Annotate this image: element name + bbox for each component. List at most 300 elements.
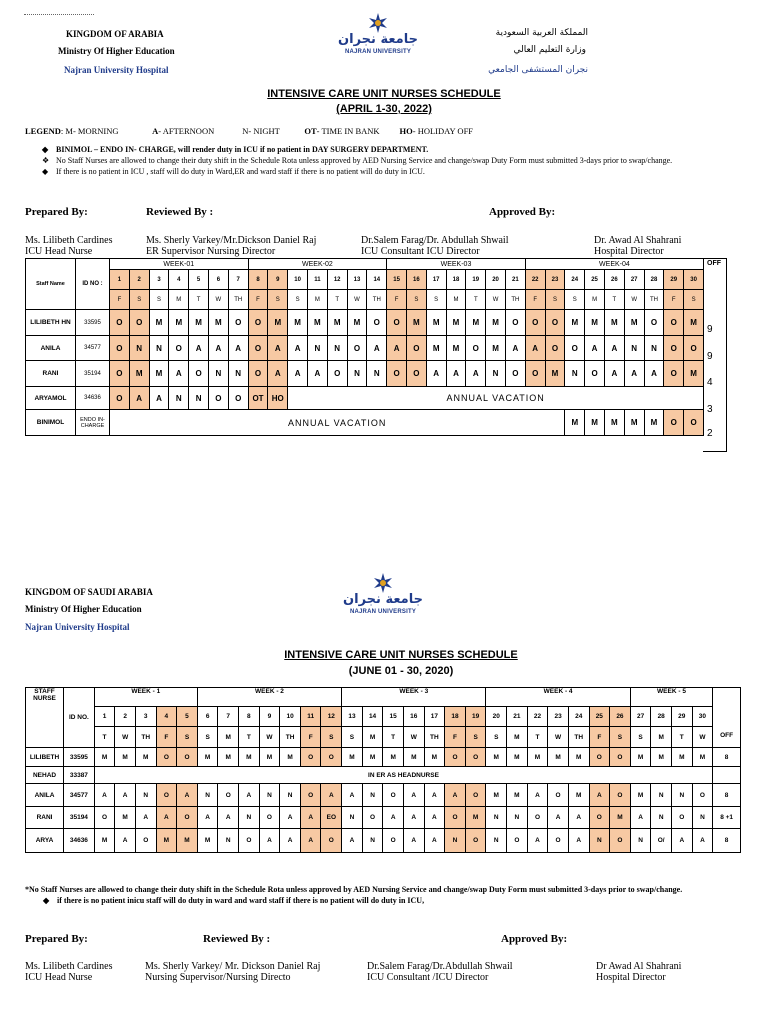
shift-cell: O — [505, 361, 525, 387]
bottom-note-2: ◆ if there is no patient inicu staff will do duty in ward and ward staff if there is no patient will do duty in ICU, — [43, 896, 425, 905]
staff-name: NEHAD — [26, 767, 64, 784]
shift-cell: A — [300, 807, 321, 829]
shift-cell: O — [684, 410, 704, 436]
shift-cell: O — [387, 310, 407, 336]
shift-cell: O — [383, 784, 404, 807]
shift-cell: M — [197, 748, 218, 767]
bottom-title: INTENSIVE CARE UNIT NURSES SCHEDULE — [284, 649, 518, 661]
shift-cell: O — [129, 310, 149, 336]
top-note-2: ❖ No Staff Nurses are allowed to change their duty shift in the Schedule Rota unless approved by AED Nursing Service and change/swap Duty Form must submitted 3-days prior to swap/change. — [42, 156, 673, 165]
shift-cell: M — [507, 784, 528, 807]
shift-cell: O — [585, 361, 605, 387]
top-title: INTENSIVE CARE UNIT NURSES SCHEDULE — [267, 88, 501, 100]
shift-cell: N — [486, 829, 507, 853]
shift-cell: A — [403, 829, 424, 853]
off-value: 3 — [707, 404, 713, 415]
shift-cell: A — [630, 807, 651, 829]
shift-cell: A — [548, 807, 569, 829]
shift-cell: O — [610, 829, 631, 853]
bottom-university-logo — [343, 572, 423, 620]
shift-cell: A — [280, 829, 301, 853]
staff-id: 34636 — [76, 387, 110, 410]
shift-cell: A — [268, 361, 288, 387]
shift-cell: A — [671, 829, 692, 853]
shift-cell: A — [259, 829, 280, 853]
shift-cell: N — [362, 784, 383, 807]
shift-cell: M — [604, 310, 624, 336]
date-cell: 5 — [189, 270, 209, 290]
date-cell: 27 — [624, 270, 644, 290]
shift-cell: M — [94, 829, 115, 853]
shift-cell: A — [505, 336, 525, 361]
off-header: OFF — [713, 688, 741, 748]
day-cell: W — [548, 727, 569, 748]
shift-cell: M — [548, 748, 569, 767]
day-cell: S — [288, 290, 308, 310]
shift-cell: M — [624, 310, 644, 336]
shift-cell: M — [466, 310, 486, 336]
shift-cell: A — [149, 387, 169, 410]
shift-cell: O — [110, 310, 130, 336]
date-cell: 26 — [610, 707, 631, 727]
off-value: 8 +1 — [713, 807, 741, 829]
shift-cell: O — [664, 410, 684, 436]
vacation-note: ANNUAL VACATION — [288, 387, 704, 410]
day-cell: S — [486, 727, 507, 748]
shift-cell: M — [149, 361, 169, 387]
shift-cell: M — [604, 410, 624, 436]
day-cell: T — [94, 727, 115, 748]
table-row — [26, 748, 741, 767]
shift-cell: N — [692, 807, 713, 829]
legend-night: N- NIGHT — [242, 126, 280, 136]
shift-cell: N — [589, 829, 610, 853]
shift-cell: A — [129, 387, 149, 410]
shift-cell: M — [129, 361, 149, 387]
date-cell: 25 — [585, 270, 605, 290]
day-cell: TH — [228, 290, 248, 310]
bottom-header-hospital: Najran University Hospital — [25, 622, 130, 632]
date-cell: 9 — [268, 270, 288, 290]
day-cell: F — [387, 290, 407, 310]
date-cell: 20 — [486, 707, 507, 727]
day-cell: S — [197, 727, 218, 748]
top-header-kingdom: KINGDOM OF ARABIA — [66, 29, 164, 39]
shift-cell: A — [424, 784, 445, 807]
week-header: WEEK-03 — [387, 259, 526, 270]
shift-cell: N — [486, 361, 506, 387]
shift-cell: A — [585, 336, 605, 361]
shift-cell: O — [548, 784, 569, 807]
staff-id: 35194 — [76, 361, 110, 387]
top-header-ministry: Ministry Of Higher Education — [58, 46, 175, 56]
shift-cell: M — [115, 807, 136, 829]
shift-cell: N — [280, 784, 301, 807]
top-approved-by: Approved By: — [489, 206, 556, 218]
shift-cell: O — [300, 748, 321, 767]
shift-cell: M — [545, 361, 565, 387]
date-cell: 15 — [383, 707, 404, 727]
shift-cell: M — [268, 310, 288, 336]
day-cell: T — [327, 290, 347, 310]
date-cell: 29 — [664, 270, 684, 290]
bottom-sig-hospital-director: Dr Awad Al Shahrani Hospital Director — [596, 961, 682, 983]
day-cell: F — [300, 727, 321, 748]
day-cell: TH — [644, 290, 664, 310]
logo-star-icon — [338, 12, 418, 34]
day-cell: W — [486, 290, 506, 310]
shift-cell: M — [565, 310, 585, 336]
shift-cell: M — [362, 748, 383, 767]
table-row — [26, 767, 741, 784]
shift-cell: O — [169, 336, 189, 361]
day-cell: T — [466, 290, 486, 310]
shift-cell: M — [651, 748, 672, 767]
top-note-1: ◆ BINIMOL – ENDO IN- CHARGE, will render duty in ICU if no patient in DAY SURGERY DEPARTMENT. — [42, 145, 429, 154]
shift-cell: M — [446, 336, 466, 361]
top-subtitle: (APRIL 1-30, 2022) — [336, 103, 432, 115]
shift-cell: O — [610, 784, 631, 807]
off-column-border — [703, 258, 727, 452]
staff-name: ANILA — [26, 336, 76, 361]
shift-cell: N — [486, 807, 507, 829]
staff-name: BINIMOL — [26, 410, 76, 436]
staff-name: RANI — [26, 807, 64, 829]
table-row — [26, 784, 741, 807]
shift-cell: M — [486, 336, 506, 361]
shift-cell: N — [342, 807, 363, 829]
week-header: WEEK - 4 — [486, 688, 630, 707]
date-cell: 28 — [651, 707, 672, 727]
shift-cell: O — [545, 310, 565, 336]
date-cell: 10 — [288, 270, 308, 290]
shift-cell: M — [208, 310, 228, 336]
top-note-3: ◆ If there is no patient in ICU , staff will do duty in Ward,ER and ward staff if there is no patient will do duty in ICU. — [42, 167, 425, 176]
shift-cell: M — [342, 748, 363, 767]
shift-cell: N — [327, 336, 347, 361]
shift-cell: O — [664, 336, 684, 361]
shift-cell: M — [403, 748, 424, 767]
shift-cell: A — [527, 829, 548, 853]
staff-id: ENDO IN- CHARGE — [76, 410, 110, 436]
shift-cell: N — [197, 784, 218, 807]
shift-cell: O — [589, 748, 610, 767]
shift-cell: M — [486, 310, 506, 336]
shift-cell: O — [664, 361, 684, 387]
date-cell: 19 — [465, 707, 486, 727]
shift-cell: A — [280, 807, 301, 829]
shift-cell: A — [94, 784, 115, 807]
day-cell: M — [507, 727, 528, 748]
shift-cell: A — [424, 829, 445, 853]
shift-cell: O — [248, 336, 268, 361]
shift-cell: M — [406, 310, 426, 336]
day-cell: F — [589, 727, 610, 748]
shift-cell: A — [445, 784, 466, 807]
shift-cell: N — [347, 361, 367, 387]
shift-cell: M — [197, 829, 218, 853]
shift-cell: A — [321, 784, 342, 807]
legend-time-in-bank: OT- TIME IN BANK — [304, 126, 380, 136]
day-cell: T — [239, 727, 260, 748]
shift-cell: M — [280, 748, 301, 767]
shift-cell: O — [406, 361, 426, 387]
shift-cell: N — [239, 807, 260, 829]
shift-cell: A — [115, 784, 136, 807]
shift-cell: N — [507, 807, 528, 829]
legend-holiday-off: HO- HOLIDAY OFF — [399, 126, 474, 136]
week-header: WEEK - 5 — [630, 688, 712, 707]
date-cell: 8 — [239, 707, 260, 727]
shift-cell: O — [445, 807, 466, 829]
date-cell: 4 — [169, 270, 189, 290]
shift-cell: O — [347, 336, 367, 361]
day-cell: S — [565, 290, 585, 310]
shift-cell: N — [630, 829, 651, 853]
date-cell: 21 — [505, 270, 525, 290]
shift-cell: A — [387, 336, 407, 361]
shift-cell: M — [585, 310, 605, 336]
day-cell: S — [465, 727, 486, 748]
shift-cell: A — [624, 361, 644, 387]
staff-id: 33595 — [64, 748, 95, 767]
shift-cell: O — [110, 361, 130, 387]
off-value: 8 — [713, 748, 741, 767]
shift-cell: A — [446, 361, 466, 387]
shift-cell: N — [651, 807, 672, 829]
date-cell: 16 — [406, 270, 426, 290]
shift-cell: M — [585, 410, 605, 436]
logo-star-icon — [343, 572, 423, 594]
shift-cell: O — [156, 748, 177, 767]
date-cell: 4 — [156, 707, 177, 727]
shift-cell: N — [367, 361, 387, 387]
table-row — [26, 361, 704, 387]
shift-cell: O — [548, 829, 569, 853]
shift-cell: O — [189, 361, 209, 387]
bottom-sig-consultants: Dr.Salem Farag/Dr.Abdullah Shwail ICU Consultant /ICU Director — [367, 961, 513, 983]
table-row — [26, 336, 704, 361]
date-cell: 6 — [208, 270, 228, 290]
date-cell: 9 — [259, 707, 280, 727]
date-cell: 16 — [403, 707, 424, 727]
day-cell: S — [342, 727, 363, 748]
date-cell: 14 — [362, 707, 383, 727]
staff-id: 34577 — [64, 784, 95, 807]
date-cell: 12 — [321, 707, 342, 727]
shift-cell: O — [692, 784, 713, 807]
staff-name: ANILA — [26, 784, 64, 807]
bottom-sig-head-nurse: Ms. Lilibeth Cardines ICU Head Nurse — [25, 961, 113, 983]
week-header: WEEK - 3 — [342, 688, 486, 707]
day-cell: TH — [280, 727, 301, 748]
staff-id: 35194 — [64, 807, 95, 829]
staff-nurse-header: STAFF NURSE — [26, 688, 64, 748]
shift-cell: O — [135, 829, 156, 853]
shift-cell: N — [362, 829, 383, 853]
shift-cell: O — [505, 310, 525, 336]
shift-cell: O — [156, 784, 177, 807]
date-cell: 2 — [129, 270, 149, 290]
shift-cell: N — [169, 387, 189, 410]
bottom-subtitle: (JUNE 01 - 30, 2020) — [348, 665, 454, 677]
legend-morning: LEGEND: M- MORNING — [25, 126, 119, 136]
shift-cell: O — [248, 361, 268, 387]
shift-cell: O — [383, 829, 404, 853]
shift-cell: M — [135, 748, 156, 767]
shift-cell: N — [624, 336, 644, 361]
shift-cell: A — [197, 807, 218, 829]
shift-cell: M — [565, 410, 585, 436]
top-header-arabic-kingdom: المملكة العربية السعودية — [495, 28, 588, 38]
top-logo-english: NAJRAN UNIVERSITY — [344, 49, 412, 55]
bottom-approved-by: Approved By: — [501, 933, 568, 945]
day-cell: F — [445, 727, 466, 748]
day-cell: S — [149, 290, 169, 310]
staff-id: 33387 — [64, 767, 95, 784]
bottom-reviewed-by: Reviewed By : — [203, 933, 271, 945]
table-row — [26, 310, 704, 336]
shift-cell: A — [403, 807, 424, 829]
date-cell: 26 — [604, 270, 624, 290]
shift-cell: O — [610, 748, 631, 767]
shift-cell: A — [568, 807, 589, 829]
shift-cell: N — [671, 784, 692, 807]
table-row — [26, 829, 741, 853]
date-cell: 30 — [684, 270, 704, 290]
day-cell: T — [189, 290, 209, 310]
bottom-sig-reviewers: Ms. Sherly Varkey/ Mr. Dickson Daniel Raj Nursing Supervisor/Nursing Directo — [145, 961, 321, 983]
shift-cell: A — [169, 361, 189, 387]
shift-cell: O — [527, 807, 548, 829]
bottom-note-1: *No Staff Nurses are allowed to change their duty shift in the Schedule Rota unless approved by AED Nursing Service and change/swap Duty Form must submitted 3-days prior to swap/change. — [25, 885, 683, 894]
shift-cell: N — [307, 336, 327, 361]
shift-cell: N — [129, 336, 149, 361]
shift-cell: M — [465, 807, 486, 829]
day-cell: F — [248, 290, 268, 310]
date-cell: 19 — [466, 270, 486, 290]
date-cell: 1 — [110, 270, 130, 290]
shift-cell: M — [424, 748, 445, 767]
shift-cell: M — [610, 807, 631, 829]
shift-cell: M — [177, 829, 198, 853]
shift-cell: M — [239, 748, 260, 767]
shift-cell: O — [684, 336, 704, 361]
id-no-header: ID NO. — [64, 688, 95, 748]
day-cell: T — [527, 727, 548, 748]
shift-cell: A — [135, 807, 156, 829]
shift-cell: M — [259, 748, 280, 767]
shift-cell: O — [664, 310, 684, 336]
bottom-header-ministry: Ministry Of Higher Education — [25, 604, 142, 614]
table-row — [26, 387, 704, 410]
day-cell: F — [525, 290, 545, 310]
shift-cell: O — [94, 807, 115, 829]
shift-cell: A — [268, 336, 288, 361]
staff-name-header: Staff Name — [26, 259, 76, 310]
shift-cell: A — [189, 336, 209, 361]
date-cell: 15 — [387, 270, 407, 290]
staff-id: 33595 — [76, 310, 110, 336]
shift-cell: N — [135, 784, 156, 807]
shift-cell: A — [177, 784, 198, 807]
shift-cell: M — [527, 748, 548, 767]
staff-name: LILIBETH HN — [26, 310, 76, 336]
shift-cell: M — [218, 748, 239, 767]
day-cell: M — [362, 727, 383, 748]
shift-cell: M — [149, 310, 169, 336]
date-cell: 11 — [307, 270, 327, 290]
day-cell: M — [446, 290, 466, 310]
date-cell: 3 — [149, 270, 169, 290]
shift-cell: N — [218, 829, 239, 853]
date-cell: 2 — [115, 707, 136, 727]
day-cell: W — [347, 290, 367, 310]
shift-cell: M — [94, 748, 115, 767]
off-value — [713, 767, 741, 784]
shift-cell: O — [228, 387, 248, 410]
day-cell: M — [218, 727, 239, 748]
shift-cell: M — [507, 748, 528, 767]
top-sig-head-nurse: Ms. Lilibeth Cardines ICU Head Nurse — [25, 235, 113, 257]
day-cell: S — [177, 727, 198, 748]
staff-name: ARYA — [26, 829, 64, 853]
shift-cell: M — [671, 748, 692, 767]
day-cell: TH — [367, 290, 387, 310]
shift-cell: N — [189, 387, 209, 410]
week-header: WEEK - 2 — [197, 688, 341, 707]
top-schedule-table — [25, 258, 704, 436]
day-cell: S — [268, 290, 288, 310]
date-cell: 24 — [565, 270, 585, 290]
day-cell: M — [169, 290, 189, 310]
shift-cell: M — [189, 310, 209, 336]
date-cell: 13 — [347, 270, 367, 290]
off-value: 8 — [713, 784, 741, 807]
shift-cell: A — [208, 336, 228, 361]
staff-name: LILIBETH — [26, 748, 64, 767]
day-cell: TH — [505, 290, 525, 310]
day-cell: W — [624, 290, 644, 310]
day-cell: F — [664, 290, 684, 310]
off-value: 8 — [713, 829, 741, 853]
shift-cell: M — [568, 784, 589, 807]
date-cell: 12 — [327, 270, 347, 290]
off-value: 4 — [707, 377, 713, 388]
date-cell: 23 — [545, 270, 565, 290]
date-cell: 3 — [135, 707, 156, 727]
week-header: WEEK-02 — [248, 259, 387, 270]
staff-name: ARYAMOL — [26, 387, 76, 410]
day-cell: M — [585, 290, 605, 310]
top-off-header: OFF — [707, 260, 721, 267]
day-cell: TH — [568, 727, 589, 748]
shift-cell: O — [465, 829, 486, 853]
table-row — [26, 807, 741, 829]
shift-cell: HO — [268, 387, 288, 410]
top-university-logo — [338, 12, 418, 60]
week-header: WEEK-04 — [525, 259, 703, 270]
assignment-note: IN ER AS HEADNURSE — [94, 767, 713, 784]
shift-cell: N — [565, 361, 585, 387]
date-cell: 14 — [367, 270, 387, 290]
bottom-notes — [25, 885, 740, 907]
top-sig-hospital-director: Dr. Awad Al Shahrani Hospital Director — [594, 235, 682, 257]
date-cell: 18 — [445, 707, 466, 727]
staff-name: RANI — [26, 361, 76, 387]
shift-cell: N — [149, 336, 169, 361]
shift-cell: EO — [321, 807, 342, 829]
